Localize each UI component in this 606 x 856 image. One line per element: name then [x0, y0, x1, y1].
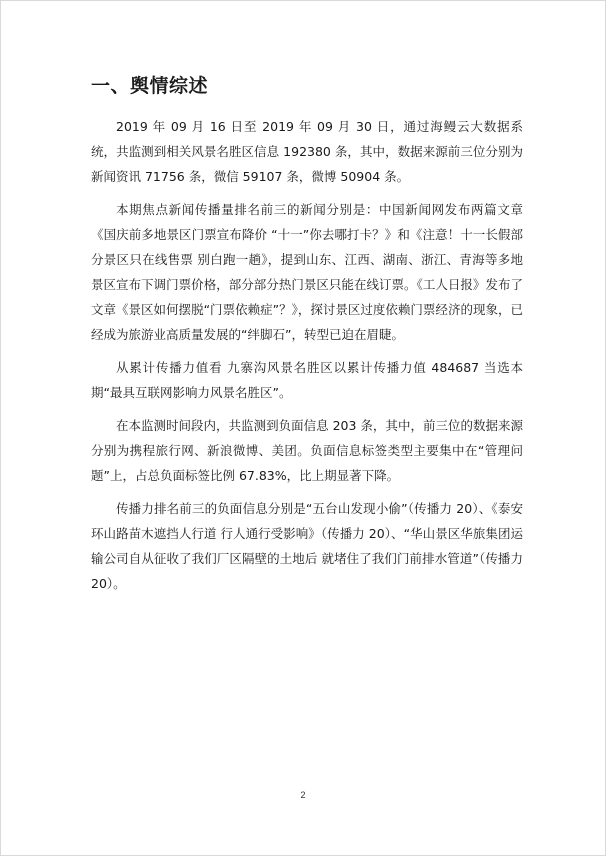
paragraph-influence-ranking: 从累计传播力值看 九寨沟风景名胜区以累计传播力值 484687 当选本期“最具互联网影响力风景名胜区”。 — [91, 360, 523, 400]
paragraph-data-overview: 2019 年 09 月 16 日至 2019 年 09 月 30 日，通过海鳗云大数据系统，共监测到相关风景名胜区信息 192380 条，其中，数据来源前三位分别为新闻资讯 71756 条，微信 59107 条，微博 50904 条。 — [91, 119, 523, 184]
paragraph-focus-news: 本期焦点新闻传播量排名前三的新闻分别是：中国新闻网发布两篇文章《国庆前多地景区门票宣布降价 “十一”你去哪打卡？》和《注意！十一长假部分景区只在线售票 别白跑一趟》，提到山东、江西、湖南、浙江、青海等多地景区宣布下调门票价格，部分部分热门景区只能在线订票。《工人日报》发布了文章《景区如何摆脱“门票依赖症”？》，探讨景区过度依赖门票经济的现象，已经成为旅游业高质量发展的“绊脚石”，转型已迫在眉睫。 — [91, 202, 523, 342]
paragraph-negative-top3: 传播力排名前三的负面信息分别是“五台山发现小偷”（传播力 20）、《泰安环山路苗木遮挡人行道 行人通行受影响》（传播力 20）、“华山景区华旅集团运输公司自从征收了我们厂区隔壁的土地后 就堵住了我们门前排水管道”（传播力 20）。 — [91, 501, 523, 591]
page-number: 2 — [300, 790, 306, 800]
paragraph-negative-info: 在本监测时间段内，共监测到负面信息 203 条，其中，前三位的数据来源分别为携程旅行网、新浪微博、美团。负面信息标签类型主要集中在“管理问题”上，占总负面标签比例 67.83%，比上期显著下降。 — [91, 418, 523, 483]
section-heading: 一、舆情综述 — [91, 75, 209, 97]
page-content — [91, 72, 523, 604]
